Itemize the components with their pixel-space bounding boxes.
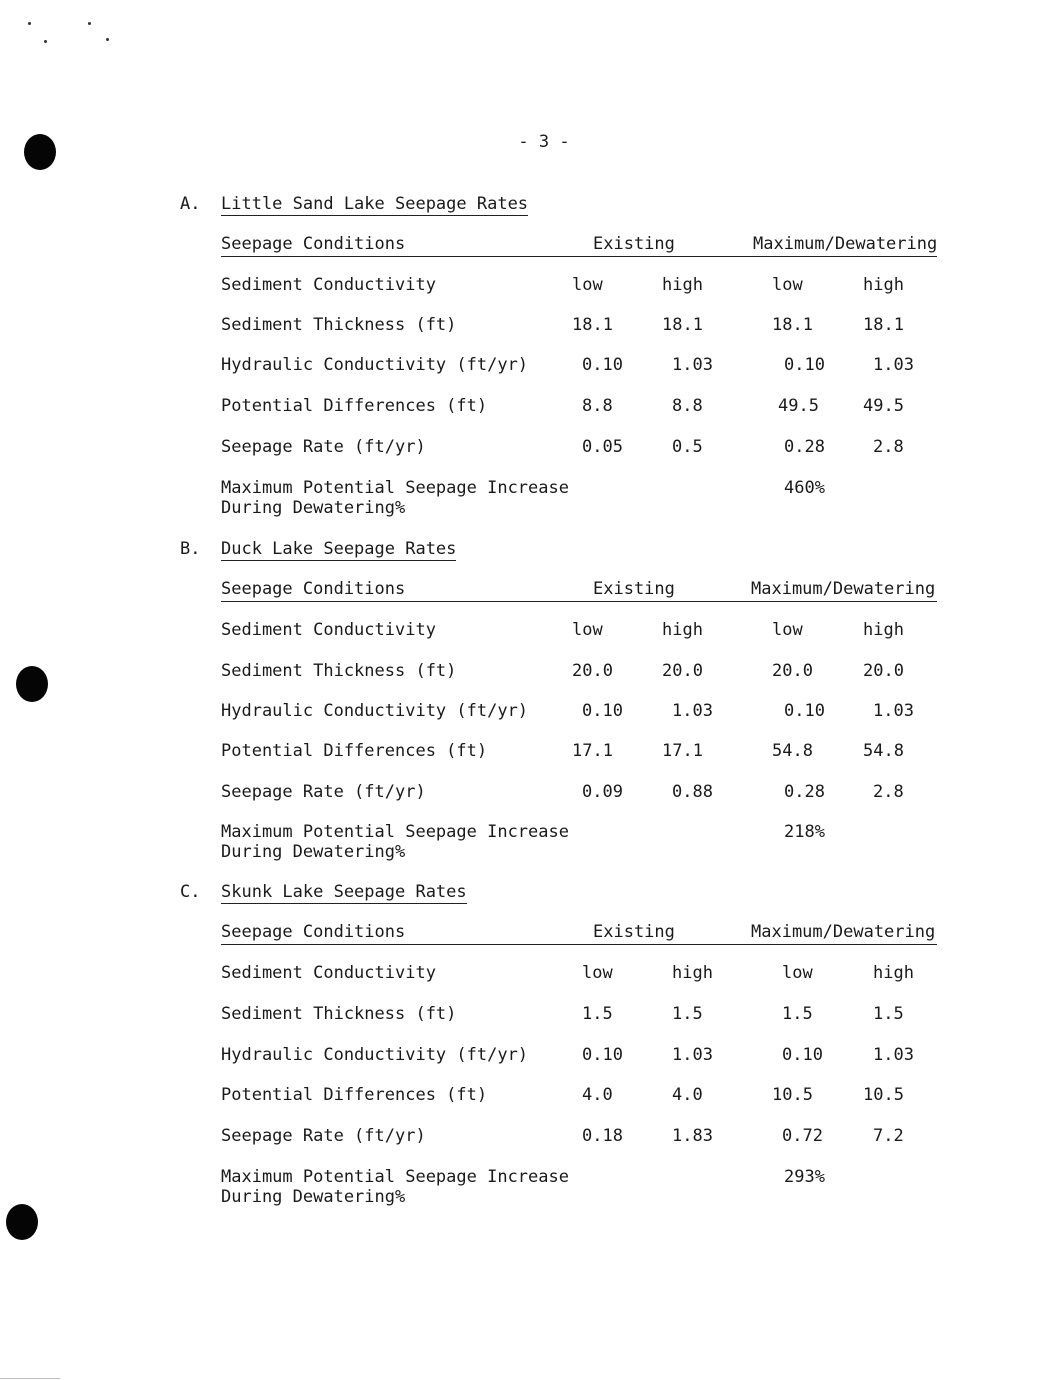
cell-existing-low: low bbox=[582, 963, 613, 983]
increase-label bbox=[221, 822, 569, 862]
cell-max-low: 1.5 bbox=[782, 1004, 813, 1024]
row-label: Seepage Rate (ft/yr) bbox=[221, 437, 426, 457]
cell-existing-high: 1.03 bbox=[672, 701, 713, 721]
cell-max-low: 0.28 bbox=[784, 437, 825, 457]
cell-max-low: 49.5 bbox=[778, 396, 819, 416]
cell-max-low: 0.10 bbox=[782, 1045, 823, 1065]
cell-max-high: 1.03 bbox=[873, 701, 914, 721]
cell-existing-low: 0.10 bbox=[582, 701, 623, 721]
header-conditions: Seepage Conditions bbox=[221, 922, 406, 942]
cell-max-low: 0.72 bbox=[782, 1126, 823, 1146]
cell-max-high: 2.8 bbox=[873, 782, 904, 802]
increase-label-line2: During Dewatering% bbox=[221, 842, 406, 862]
cell-max-low: 0.10 bbox=[784, 701, 825, 721]
row-label: Sediment Conductivity bbox=[221, 275, 436, 295]
cell-max-low: 18.1 bbox=[772, 315, 813, 335]
section-title: Little Sand Lake Seepage Rates bbox=[221, 194, 529, 214]
table-row bbox=[0, 620, 1056, 642]
table-row bbox=[0, 1126, 1056, 1148]
table-row bbox=[0, 1004, 1056, 1026]
cell-existing-low: 20.0 bbox=[572, 661, 613, 681]
increase-value: 218% bbox=[784, 822, 825, 842]
cell-max-low: 0.28 bbox=[784, 782, 825, 802]
table-row bbox=[0, 355, 1056, 377]
cell-max-high: 7.2 bbox=[873, 1126, 904, 1146]
cell-max-low: 0.10 bbox=[784, 355, 825, 375]
cell-existing-high: 1.03 bbox=[672, 1045, 713, 1065]
header-existing: Existing bbox=[593, 922, 675, 942]
scan-speck bbox=[44, 40, 47, 43]
cell-max-high: 1.5 bbox=[873, 1004, 904, 1024]
cell-existing-low: 0.05 bbox=[582, 437, 623, 457]
cell-existing-high: 8.8 bbox=[672, 396, 703, 416]
cell-existing-high: high bbox=[662, 620, 703, 640]
table-row bbox=[0, 396, 1056, 418]
punch-hole bbox=[6, 1204, 38, 1240]
page-number: - 3 - bbox=[518, 132, 570, 152]
cell-max-high: 54.8 bbox=[863, 741, 904, 761]
cell-existing-low: 17.1 bbox=[572, 741, 613, 761]
increase-label-line2: During Dewatering% bbox=[221, 498, 406, 518]
table-header bbox=[221, 922, 937, 945]
row-label: Hydraulic Conductivity (ft/yr) bbox=[221, 1045, 529, 1065]
table-header bbox=[221, 579, 937, 602]
cell-existing-low: 4.0 bbox=[582, 1085, 613, 1105]
section-title: Skunk Lake Seepage Rates bbox=[221, 882, 467, 902]
table-row bbox=[0, 701, 1056, 723]
cell-max-high: 1.03 bbox=[873, 1045, 914, 1065]
cell-max-high: high bbox=[863, 275, 904, 295]
increase-label-line2: During Dewatering% bbox=[221, 1187, 406, 1207]
cell-existing-high: 4.0 bbox=[672, 1085, 703, 1105]
row-label: Potential Differences (ft) bbox=[221, 396, 488, 416]
table-row bbox=[0, 782, 1056, 804]
row-label: Sediment Conductivity bbox=[221, 963, 436, 983]
table-row bbox=[0, 963, 1056, 985]
table-header bbox=[221, 234, 937, 257]
cell-max-high: 2.8 bbox=[873, 437, 904, 457]
table-row bbox=[0, 741, 1056, 763]
table-row bbox=[0, 1045, 1056, 1067]
row-label: Potential Differences (ft) bbox=[221, 1085, 488, 1105]
header-maximum: Maximum/Dewatering bbox=[751, 922, 936, 942]
cell-existing-low: 0.09 bbox=[582, 782, 623, 802]
cell-existing-low: 8.8 bbox=[582, 396, 613, 416]
increase-label-line1: Maximum Potential Seepage Increase bbox=[221, 822, 569, 842]
cell-max-low: 54.8 bbox=[772, 741, 813, 761]
cell-existing-high: 0.88 bbox=[672, 782, 713, 802]
cell-max-low: low bbox=[772, 275, 803, 295]
table-row bbox=[0, 275, 1056, 297]
scan-edge bbox=[0, 1378, 60, 1379]
table-row bbox=[0, 437, 1056, 459]
cell-existing-high: 0.5 bbox=[672, 437, 703, 457]
cell-max-low: low bbox=[772, 620, 803, 640]
row-label: Sediment Thickness (ft) bbox=[221, 315, 457, 335]
increase-label-line1: Maximum Potential Seepage Increase bbox=[221, 478, 569, 498]
cell-existing-low: 18.1 bbox=[572, 315, 613, 335]
header-maximum: Maximum/Dewatering bbox=[751, 579, 936, 599]
cell-existing-low: 1.5 bbox=[582, 1004, 613, 1024]
header-maximum: Maximum/Dewatering bbox=[753, 234, 938, 254]
cell-existing-high: 20.0 bbox=[662, 661, 703, 681]
cell-max-high: high bbox=[863, 620, 904, 640]
header-conditions: Seepage Conditions bbox=[221, 579, 406, 599]
scan-speck bbox=[88, 22, 91, 25]
row-label: Hydraulic Conductivity (ft/yr) bbox=[221, 355, 529, 375]
cell-existing-high: 1.83 bbox=[672, 1126, 713, 1146]
increase-label bbox=[221, 1167, 569, 1207]
cell-existing-low: 0.18 bbox=[582, 1126, 623, 1146]
header-existing: Existing bbox=[593, 579, 675, 599]
cell-existing-low: 0.10 bbox=[582, 355, 623, 375]
scan-speck bbox=[106, 38, 109, 41]
cell-existing-high: 18.1 bbox=[662, 315, 703, 335]
row-label: Potential Differences (ft) bbox=[221, 741, 488, 761]
cell-existing-low: low bbox=[572, 275, 603, 295]
cell-existing-high: high bbox=[672, 963, 713, 983]
table-row bbox=[0, 315, 1056, 337]
increase-value: 460% bbox=[784, 478, 825, 498]
cell-existing-low: low bbox=[572, 620, 603, 640]
cell-max-high: 20.0 bbox=[863, 661, 904, 681]
section-letter: A. bbox=[180, 194, 201, 214]
table-row bbox=[0, 1085, 1056, 1107]
row-label: Hydraulic Conductivity (ft/yr) bbox=[221, 701, 529, 721]
row-label: Seepage Rate (ft/yr) bbox=[221, 1126, 426, 1146]
cell-max-high: 10.5 bbox=[863, 1085, 904, 1105]
cell-existing-high: 17.1 bbox=[662, 741, 703, 761]
cell-existing-high: 1.03 bbox=[672, 355, 713, 375]
cell-existing-high: 1.5 bbox=[672, 1004, 703, 1024]
header-conditions: Seepage Conditions bbox=[221, 234, 406, 254]
section-letter: B. bbox=[180, 539, 201, 559]
section-title: Duck Lake Seepage Rates bbox=[221, 539, 457, 559]
cell-existing-low: 0.10 bbox=[582, 1045, 623, 1065]
row-label: Sediment Thickness (ft) bbox=[221, 1004, 457, 1024]
cell-max-high: high bbox=[873, 963, 914, 983]
cell-existing-high: high bbox=[662, 275, 703, 295]
header-existing: Existing bbox=[593, 234, 675, 254]
cell-max-high: 49.5 bbox=[863, 396, 904, 416]
increase-label-line1: Maximum Potential Seepage Increase bbox=[221, 1167, 569, 1187]
cell-max-low: low bbox=[782, 963, 813, 983]
cell-max-high: 1.03 bbox=[873, 355, 914, 375]
row-label: Seepage Rate (ft/yr) bbox=[221, 782, 426, 802]
row-label: Sediment Thickness (ft) bbox=[221, 661, 457, 681]
increase-value: 293% bbox=[784, 1167, 825, 1187]
table-row bbox=[0, 661, 1056, 683]
cell-max-low: 20.0 bbox=[772, 661, 813, 681]
section-letter: C. bbox=[180, 882, 201, 902]
row-label: Sediment Conductivity bbox=[221, 620, 436, 640]
cell-max-low: 10.5 bbox=[772, 1085, 813, 1105]
increase-label bbox=[221, 478, 569, 518]
scan-speck bbox=[28, 22, 31, 25]
cell-max-high: 18.1 bbox=[863, 315, 904, 335]
